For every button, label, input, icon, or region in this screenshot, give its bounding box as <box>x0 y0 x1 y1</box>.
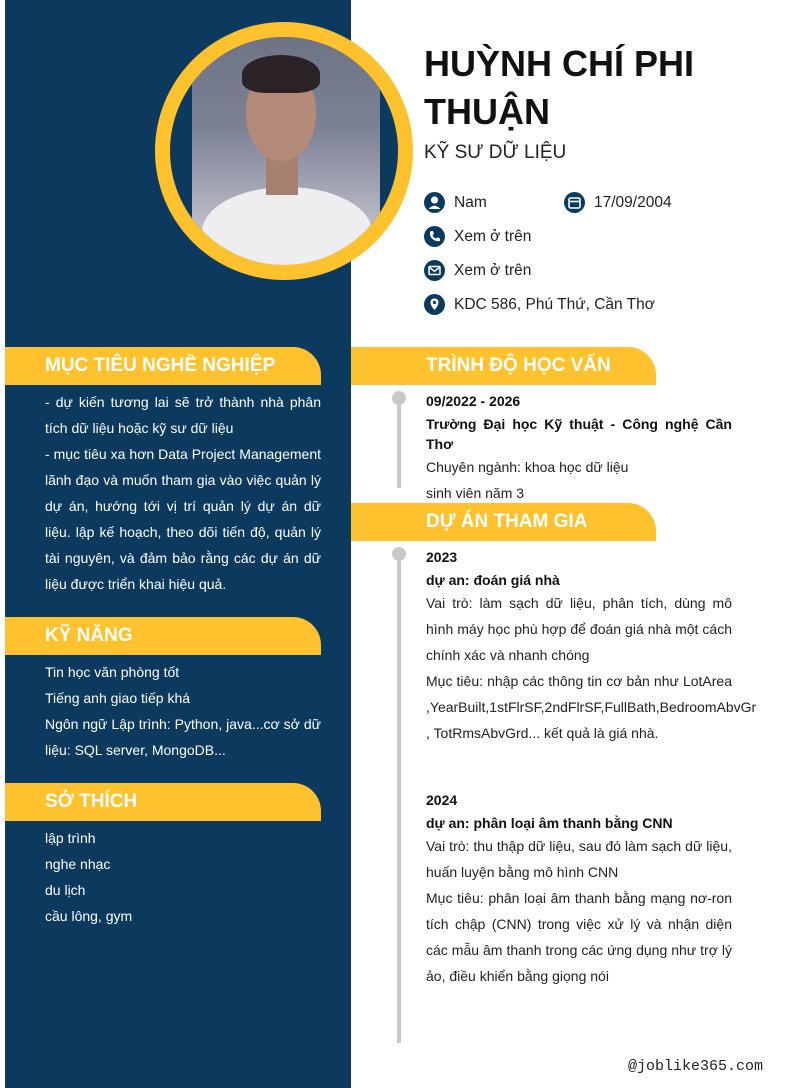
project-name: dự an: phân loại âm thanh bằng CNN <box>426 815 673 831</box>
education-note: sinh viên năm 3 <box>426 485 525 501</box>
timeline-dot <box>392 391 406 405</box>
project-entry <box>426 544 757 746</box>
education-school: Trường Đại học Kỹ thuật - Công nghệ Cần Thơ <box>426 416 732 452</box>
project-name: dự an: đoán giá nhà <box>426 572 560 588</box>
job-title: KỸ SƯ DỮ LIỆU <box>424 142 567 163</box>
education-timeline <box>397 398 401 488</box>
project-entry <box>426 787 732 989</box>
objective-line: - mục tiêu xa hơn Data Project Management lãnh đạo và muốn tham gia vào việc quản lý dự án, hướng tới vị trí quản lý dự án dữ liệu. lập kế hoạch, theo dõi tiến độ, quản lý tài nguyên, và đảm bảo rằng các dự án dữ liệu được triển khai hiệu quả. <box>45 446 321 592</box>
avatar-photo <box>192 37 380 265</box>
hobby-item: nghe nhạc <box>45 856 111 872</box>
footer-watermark: @joblike365.com <box>628 1058 764 1075</box>
skill-item: Tin học văn phòng tốt <box>45 664 180 680</box>
objective-header <box>5 347 321 385</box>
skills-list <box>45 659 321 763</box>
mail-icon <box>424 260 445 281</box>
project-goal: Mục tiêu: nhập các thông tin cơ bản như LotArea ,YearBuilt,1stFlrSF,2ndFlrSF,FullBath,BedroomAbvGr , TotRmsAbvGrd... kết quả là giá nhà. <box>426 673 757 741</box>
education-entry <box>426 388 732 506</box>
timeline-dot <box>392 547 406 561</box>
gender-value: Nam <box>454 193 487 211</box>
objective-text <box>45 389 321 597</box>
project-year: 2024 <box>426 792 458 808</box>
phone-icon <box>424 226 445 247</box>
calendar-icon <box>564 192 585 213</box>
address-value: KDC 586, Phú Thứ, Cần Thơ <box>454 295 655 313</box>
project-goal: Mục tiêu: phân loại âm thanh bằng mạng nơ-ron tích chập (CNN) trong việc xử lý và nhận diện các mẫu âm thanh trong các ứng dụng như trợ lý ảo, điều khiển bằng giọng nói <box>426 890 732 984</box>
avatar <box>170 37 398 265</box>
hobby-item: cầu lông, gym <box>45 908 133 924</box>
location-pin-icon <box>424 294 445 315</box>
phone-row <box>424 226 531 247</box>
dob-row <box>564 192 672 213</box>
education-major: Chuyên ngành: khoa học dữ liệu <box>426 459 629 475</box>
education-period: 09/2022 - 2026 <box>426 393 521 409</box>
skill-item: Ngôn ngữ Lập trình: Python, java...cơ sở dữ liệu: SQL server, MongoDB... <box>45 716 321 758</box>
education-title: TRÌNH ĐỘ HỌC VẤN <box>426 355 611 376</box>
hobby-item: du lịch <box>45 882 86 898</box>
hobbies-title: SỞ THÍCH <box>45 791 138 812</box>
hobbies-list <box>45 825 321 929</box>
objective-title: MỤC TIÊU NGHỀ NGHIỆP <box>45 355 276 376</box>
skills-header <box>5 617 321 655</box>
hobby-item: lập trình <box>45 830 96 846</box>
objective-line: - dự kiến tương lai sẽ trở thành nhà phân tích dữ liệu hoặc kỹ sư dữ liệu <box>45 394 321 436</box>
candidate-name: HUỲNH CHÍ PHI THUẬN <box>424 43 695 132</box>
project-role: Vai trò: thu thập dữ liệu, sau đó làm sạch dữ liệu, huấn luyện bằng mô hình CNN <box>426 838 732 880</box>
hobbies-header <box>5 783 321 821</box>
project-year: 2023 <box>426 549 458 565</box>
user-icon <box>424 192 445 213</box>
email-row <box>424 260 531 281</box>
projects-timeline <box>397 554 401 1043</box>
projects-title: DỰ ÁN THAM GIA <box>426 511 588 532</box>
address-row <box>424 294 655 315</box>
dob-value: 17/09/2004 <box>594 193 672 211</box>
skills-title: KỸ NĂNG <box>45 625 133 646</box>
email-value: Xem ở trên <box>454 261 532 279</box>
project-role: Vai trò: làm sạch dữ liệu, phân tích, dùng mô hình máy học phù hợp để đoán giá nhà một cách chính xác và nhanh chóng <box>426 595 732 663</box>
education-header <box>351 347 656 385</box>
gender-row <box>424 192 487 213</box>
projects-header <box>351 503 656 541</box>
skill-item: Tiếng anh giao tiếp khá <box>45 690 191 706</box>
phone-value: Xem ở trên <box>454 227 532 245</box>
